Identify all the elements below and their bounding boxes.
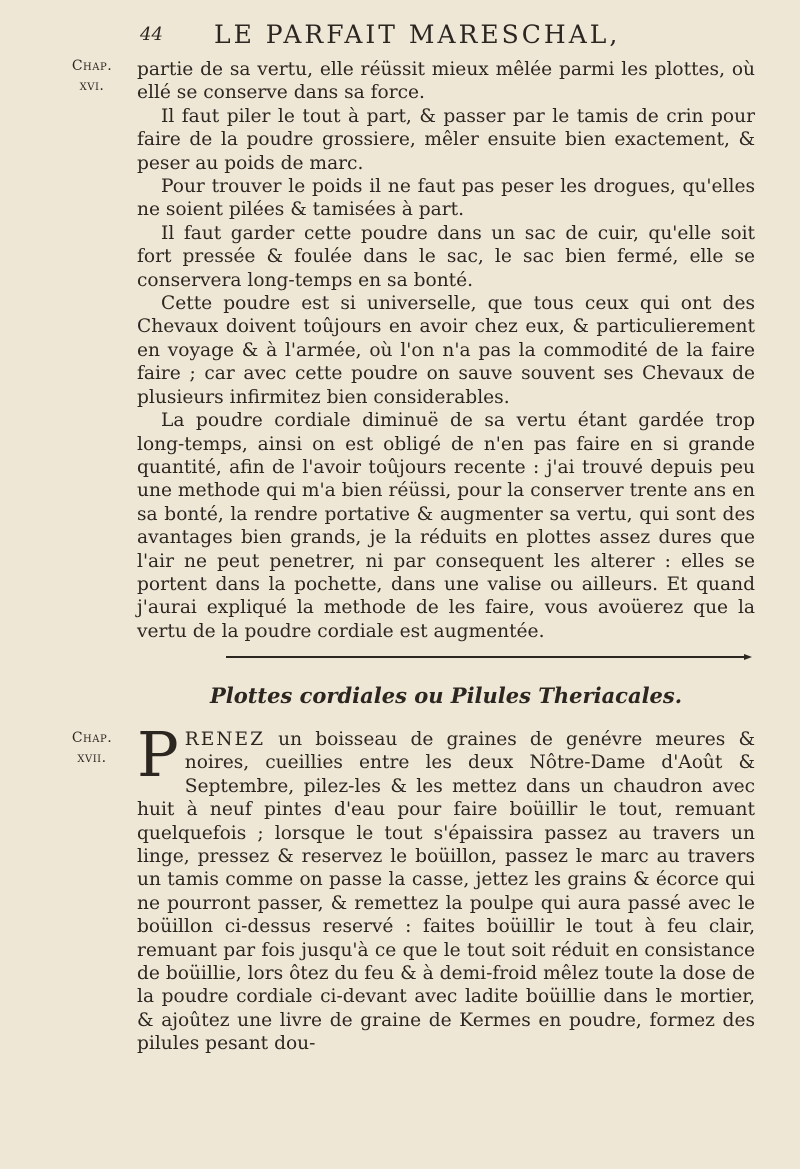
drop-cap: P bbox=[137, 718, 179, 791]
page-number: 44 bbox=[140, 24, 163, 45]
paragraph: Cette poudre est si universelle, que tous ceux qui ont des Chevaux doivent toûjours en avoir chez eux, & particulierement en voyage & à l'armée, où l'on n'a pas la commodité de la faire faire ; car avec cette poudre on sauve souvent ses Chevaux de plusieurs infirmitez bien considerables. bbox=[137, 293, 755, 408]
body-text-section bbox=[137, 718, 755, 1056]
section-title: Plottes cordiales ou Pilules Theriacales. bbox=[209, 683, 683, 708]
running-head: LE PARFAIT MARESCHAL, bbox=[214, 20, 621, 49]
paragraph: Il faut piler le tout à part, & passer par le tamis de crin pour faire de la poudre grossiere, mêler ensuite bien exactement, & peser au poids de marc. bbox=[137, 105, 755, 174]
margin-note-chapter-17 bbox=[62, 728, 122, 768]
margin-note-label: Chap. bbox=[71, 58, 113, 74]
margin-note-chapter-16 bbox=[62, 56, 122, 96]
first-word: RENEZ bbox=[184, 729, 266, 750]
paragraph: La poudre cordiale diminuë de sa vertu étant gardée trop long-temps, ainsi on est obligé de n'en pas faire en si grande quantité, afin de l'avoir toûjours recente : j'ai trouvé depuis peu une methode qui m'a bien réüssi, pour la conserver trente ans en sa bonté, la rendre portative & augmenter sa vertu, qui sont des avantages bien grands, je la réduits en plottes assez dures que l'air ne peut penetrer, ni par consequent les alterer : elles se portent dans la pochette, dans une valise ou ailleurs. Et quand j'aurai expliqué la methode de les faire, vous avoüerez que la vertu de la poudre cordiale est augmentée. bbox=[137, 410, 755, 642]
section-divider bbox=[226, 656, 746, 658]
body-text-top bbox=[137, 58, 755, 643]
section-body: un boisseau de graines de genévre meures & noires, cueillies entre les deux Nôtre-Dame d'Août & Septembre, pilez-les & les mettez dans un chaudron avec huit à neuf pintes d'eau pour faire boüillir le tout, remuant quelquefois ; lorsque le tout s'épaissira passez au travers un linge, pressez & reservez le boüillon, passez le marc au travers un tamis comme on passe la casse, jettez les grains & écorce qui ne pourront passer, & remettez la poulpe qui aura passé avec le boüillon ci-dessus reservé : faites boüillir le tout à feu clair, remuant par fois jusqu'à ce que le tout soit réduit en consistance de boüillie, lors ôtez du feu & à demi-froid mêlez toute la dose de la poudre cordiale ci-devant avec ladite boüillie dans le mortier, & ajoûtez une livre de graine de Kermes en poudre, formez des pilules pesant dou- bbox=[137, 729, 755, 1055]
margin-note-number: xvii. bbox=[77, 750, 107, 766]
paragraph: Pour trouver le poids il ne faut pas peser les drogues, qu'elles ne soient pilées & tamisées à part. bbox=[137, 176, 755, 221]
margin-note-label: Chap. bbox=[71, 730, 113, 746]
margin-note-number: xvi. bbox=[79, 78, 105, 94]
section-paragraph bbox=[137, 718, 755, 1056]
paragraph: Il faut garder cette poudre dans un sac de cuir, qu'elle soit fort pressée & foulée dans le sac, le sac bien fermé, elle se conservera long-temps en sa bonté. bbox=[137, 222, 755, 291]
paragraph: partie de sa vertu, elle réüssit mieux mêlée parmi les plottes, où ellé se conserve dans sa force. bbox=[137, 59, 755, 104]
page-header bbox=[136, 18, 696, 54]
